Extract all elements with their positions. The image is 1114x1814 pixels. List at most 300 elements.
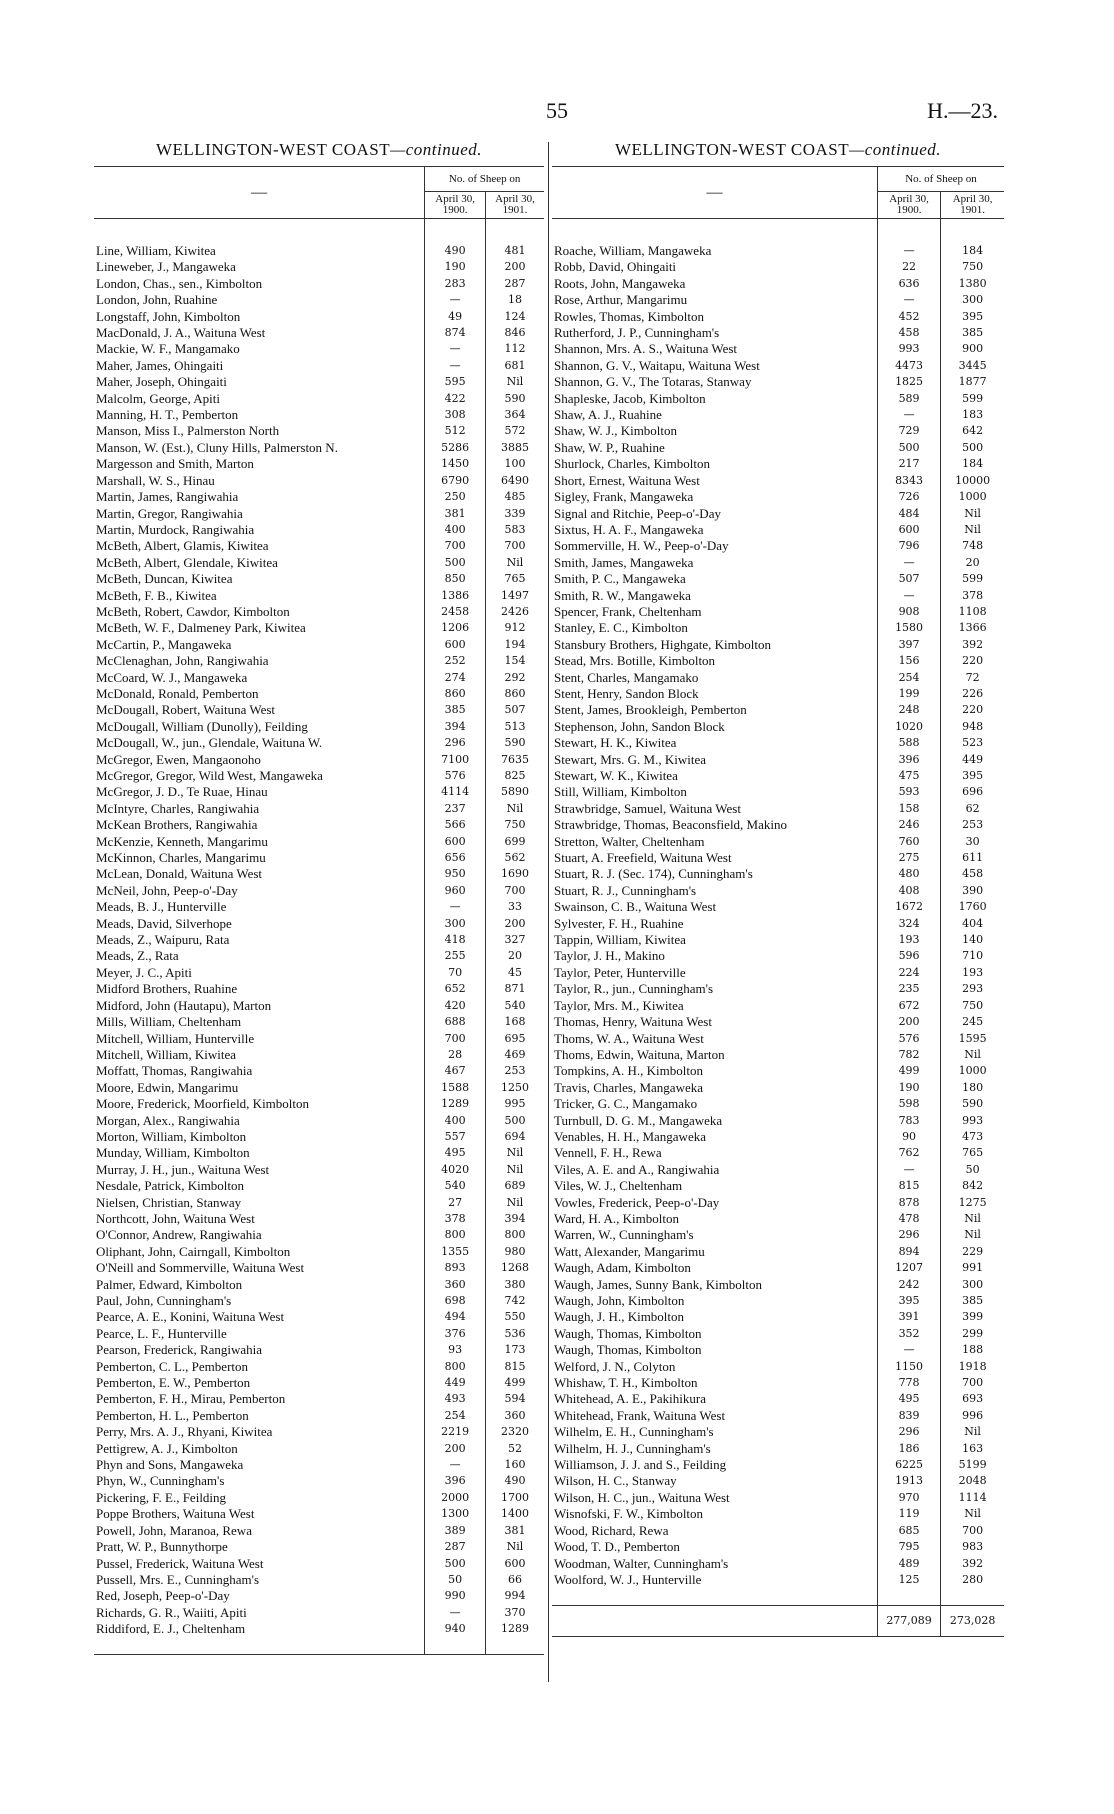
sheep-1901: 10000 [941,473,1004,489]
owner-name: Meads, Z., Rata [96,948,179,964]
sheep-1901: 469 [486,1047,545,1063]
sheep-1901: 339 [486,506,545,522]
table-row [94,1244,544,1260]
owner-name: Pickering, F. E., Feilding [96,1489,227,1505]
sheep-1900: 588 [877,735,940,751]
sheep-1900: 5286 [425,440,486,456]
sheep-1901: 253 [486,1063,545,1079]
sheep-1901: 180 [941,1080,1004,1096]
owner-name: Waugh, J. H., Kimbolton [554,1309,685,1325]
owner-name: Martin, Gregor, Rangiwahia [96,505,243,521]
sheep-1901: 748 [941,538,1004,554]
sheep-1900: 600 [877,522,940,538]
sheep-1900: 250 [425,489,486,505]
sheep-1901: 392 [941,1556,1004,1572]
owner-name: McLean, Donald, Waituna West [96,866,263,882]
sheep-1901: Nil [941,506,1004,522]
table-row [94,1309,544,1325]
table-row [552,538,1004,554]
owner-name: Oliphant, John, Cairngall, Kimbolton [96,1243,291,1259]
table-row [94,850,544,866]
sheep-1900: 782 [877,1047,940,1063]
owner-name: Still, William, Kimbolton [554,784,687,800]
owner-name: Vowles, Frederick, Peep-o'-Day [554,1194,720,1210]
table-row [552,1391,1004,1407]
owner-name: Midford, John (Hautapu), Marton [96,997,272,1013]
table-row [552,309,1004,325]
sheep-1900: 190 [425,259,486,275]
sheep-1901: 287 [486,276,545,292]
table-row [94,423,544,439]
sheep-1900: 190 [877,1080,940,1096]
table-row [94,1588,544,1604]
sheep-1900: 636 [877,276,940,292]
sheep-1900: 795 [877,1539,940,1555]
sheep-1900: 274 [425,670,486,686]
sheep-1900: 242 [877,1277,940,1293]
sheep-1901: 6490 [486,473,545,489]
right-table-body [552,219,1004,1636]
sheep-1900: 396 [425,1473,486,1489]
table-row [94,555,544,571]
sheep-1900: — [877,243,940,259]
sheep-1901: 1700 [486,1490,545,1506]
owner-name: McKinnon, Charles, Mangarimu [96,850,266,866]
sheep-1901: 1275 [941,1195,1004,1211]
owner-name: Smith, P. C., Mangaweka [554,571,686,587]
owner-name: Tricker, G. C., Mangamako [554,1096,698,1112]
table-row [94,341,544,357]
owner-name: Pratt, W. P., Bunnythorpe [96,1539,228,1555]
sheep-1901: 20 [486,948,545,964]
sheep-1901: Nil [941,1227,1004,1243]
table-row [552,916,1004,932]
table-row [94,1457,544,1473]
sheep-1901: 550 [486,1309,545,1325]
sheep-1901: 458 [941,866,1004,882]
sheep-1901: 710 [941,948,1004,964]
owner-name: Taylor, Peter, Hunterville [554,964,686,980]
table-row [552,374,1004,390]
table-row [94,1326,544,1342]
sheep-1900: 672 [877,998,940,1014]
sheep-1900: 493 [425,1391,486,1407]
sheep-1900: 960 [425,883,486,899]
sheep-1900: 1672 [877,899,940,915]
table-row [552,768,1004,784]
table-row [552,670,1004,686]
table-row [552,588,1004,604]
owner-name: Pemberton, C. L., Pemberton [96,1358,249,1374]
table-row [94,1113,544,1129]
table-row [94,1556,544,1572]
sheep-1900: 908 [877,604,940,620]
owner-name: Mackie, W. F., Mangamako [96,341,240,357]
owner-name: Malcolm, George, Apiti [96,390,220,406]
sheep-1901: 490 [486,1473,545,1489]
table-row [552,801,1004,817]
table-row [94,1424,544,1440]
owner-name: Lineweber, J., Mangaweka [96,259,236,275]
owner-name: Manson, Miss I., Palmerston North [96,423,280,439]
owner-name: Thoms, W. A., Waituna West [554,1030,704,1046]
sheep-1901: 399 [941,1309,1004,1325]
table-row [552,1227,1004,1243]
owner-name: Maher, Joseph, Ohingaiti [96,374,227,390]
table-row [552,1014,1004,1030]
owner-name: Margesson and Smith, Marton [96,456,254,472]
sheep-1901: 1289 [486,1621,545,1637]
owner-name: Thomas, Henry, Waituna West [554,1014,712,1030]
table-row [552,752,1004,768]
table-row [94,1211,544,1227]
sheep-1900: 1913 [877,1473,940,1489]
table-row [94,1031,544,1047]
sheep-1901: 500 [486,1113,545,1129]
table-row [94,1473,544,1489]
sheep-1900: — [425,292,486,308]
sheep-1901: 173 [486,1342,545,1358]
table-row [552,555,1004,571]
owner-name: Line, William, Kiwitea [96,243,216,258]
sheep-1900: 246 [877,817,940,833]
table-row [552,1129,1004,1145]
sheep-1901: 948 [941,719,1004,735]
sheep-1901: 292 [486,670,545,686]
sheep-1900: 1207 [877,1260,940,1276]
sheep-1900: 950 [425,866,486,882]
table-row [552,522,1004,538]
right-col-1901-header: April 30, 1901. [952,193,993,216]
owner-name: Roots, John, Mangaweka [554,275,686,291]
sheep-1901: 700 [941,1523,1004,1539]
owner-name: Waugh, John, Kimbolton [554,1293,685,1308]
sheep-1901: 327 [486,932,545,948]
sheep-1901: 7635 [486,752,545,768]
column-divider [548,142,549,1682]
sheep-1901: 160 [486,1457,545,1473]
owner-name: Stanley, E. C., Kimbolton [554,620,688,636]
left-table-header [94,167,544,218]
owner-name: McCoard, W. J., Mangaweka [96,669,248,685]
sheep-1901: 184 [941,456,1004,472]
sheep-1901: 140 [941,932,1004,948]
table-row [552,1244,1004,1260]
owner-name: Venables, H. H., Mangaweka [554,1128,706,1144]
owner-name: Stuart, R. J., Cunningham's [554,882,697,898]
owner-name: Stent, Henry, Sandon Block [554,685,699,701]
sheep-1901: 912 [486,620,545,636]
owner-name: Signal and Ritchie, Peep-o'-Day [554,505,721,521]
owner-name: Whitehead, Frank, Waituna West [554,1407,726,1423]
sheep-1900: 1289 [425,1096,486,1112]
sheep-1901: 513 [486,719,545,735]
owner-name: Stead, Mrs. Botille, Kimbolton [554,653,716,669]
sheep-1900: 158 [877,801,940,817]
sheep-1900: — [425,1605,486,1621]
table-row [94,456,544,472]
owner-name: Roache, William, Mangaweka [554,243,712,258]
owner-name: Morgan, Alex., Rangiwahia [96,1112,240,1128]
table-row [552,571,1004,587]
owner-name: Ward, H. A., Kimbolton [554,1210,679,1226]
owner-name: Sigley, Frank, Mangaweka [554,489,694,505]
sheep-1900: 400 [425,1113,486,1129]
owner-name: Moore, Frederick, Moorfield, Kimbolton [96,1096,310,1112]
sheep-1900: 993 [877,341,940,357]
sheep-1901: 611 [941,850,1004,866]
owner-name: Swainson, C. B., Waituna West [554,899,717,915]
left-col-group-header: No. of Sheep on [425,167,544,192]
table-row [94,1080,544,1096]
owner-name: Wilson, H. C., jun., Waituna West [554,1489,730,1505]
sheep-1901: 360 [486,1408,545,1424]
left-bottom-rule [94,1654,544,1655]
sheep-1901: 694 [486,1129,545,1145]
owner-name: Mitchell, William, Hunterville [96,1030,255,1046]
sheep-1901: 1000 [941,1063,1004,1079]
sheep-1901: 1108 [941,604,1004,620]
table-row [552,325,1004,341]
sheep-1900: 1206 [425,620,486,636]
table-row [552,1424,1004,1440]
table-row [94,834,544,850]
sheep-1900: 494 [425,1309,486,1325]
sheep-1900: 600 [425,637,486,653]
table-row [552,243,1004,259]
owner-name: Midford Brothers, Ruahine [96,981,238,997]
left-column [94,140,544,1655]
owner-name: Sixtus, H. A. F., Mangaweka [554,521,704,537]
sheep-1900: 287 [425,1539,486,1555]
left-name-header: — [94,167,425,218]
sheep-1900: 376 [425,1326,486,1342]
owner-name: Shaw, W. P., Ruahine [554,439,665,455]
sheep-1900: 449 [425,1375,486,1391]
table-row [94,883,544,899]
sheep-1901: 184 [941,243,1004,259]
sheep-1901: 229 [941,1244,1004,1260]
sheep-1901: 700 [941,1375,1004,1391]
sheep-1901: 2426 [486,604,545,620]
owner-name: Wilhelm, E. H., Cunningham's [554,1424,714,1440]
right-column [552,140,1004,1637]
table-row [552,259,1004,275]
sheep-1901: 300 [941,292,1004,308]
table-row [94,358,544,374]
owner-name: Manning, H. T., Pemberton [96,407,239,423]
sheep-1901: 1760 [941,899,1004,915]
table-row [94,719,544,735]
table-row [552,850,1004,866]
owner-name: Martin, Murdock, Rangiwahia [96,521,255,537]
sheep-1901: Nil [486,555,545,571]
owner-name: Rowles, Thomas, Kimbolton [554,308,704,324]
sheep-1901: 364 [486,407,545,423]
sheep-1901: 390 [941,883,1004,899]
table-row [552,883,1004,899]
table-row [552,1145,1004,1161]
table-row [552,423,1004,439]
sheep-1901: 1918 [941,1359,1004,1375]
sheep-1901: 846 [486,325,545,341]
sheep-1901: 583 [486,522,545,538]
table-row [552,1031,1004,1047]
table-row [94,981,544,997]
sheep-1900: 156 [877,653,940,669]
sheep-1900: 385 [425,702,486,718]
table-row [552,981,1004,997]
sheep-1900: 698 [425,1293,486,1309]
table-row [94,1178,544,1194]
table-row [94,292,544,308]
table-row [552,1441,1004,1457]
table-row [94,998,544,1014]
sheep-1900: 395 [877,1293,940,1309]
sheep-1901: 1497 [486,588,545,604]
sheep-1900: 296 [877,1227,940,1243]
sheep-1900: 296 [877,1424,940,1440]
owner-name: Stewart, Mrs. G. M., Kiwitea [554,751,707,767]
sheep-1901: 1690 [486,866,545,882]
table-row [94,899,544,915]
sheep-1900: 300 [425,916,486,932]
sheep-1900: 800 [425,1359,486,1375]
sheep-1901: 700 [486,883,545,899]
table-row [552,1260,1004,1276]
sheep-1901: 378 [941,588,1004,604]
table-row [94,1506,544,1522]
sheep-1900: 1020 [877,719,940,735]
sheep-1901: 33 [486,899,545,915]
sheep-1900: 475 [877,768,940,784]
owner-name: Meads, David, Silverhope [96,915,232,931]
owner-name: Phyn and Sons, Mangaweka [96,1457,244,1473]
sheep-1900: 255 [425,948,486,964]
sheep-1901: 500 [941,440,1004,456]
sheep-1900: 394 [425,719,486,735]
sheep-1901: 30 [941,834,1004,850]
sheep-1900: 800 [425,1227,486,1243]
sheep-1901: Nil [486,1145,545,1161]
owner-name: Watt, Alexander, Mangarimu [554,1243,705,1259]
sheep-1901: 1268 [486,1260,545,1276]
sheep-1900: 199 [877,686,940,702]
owner-name: Shaw, A. J., Ruahine [554,407,662,423]
sheep-1901: 1250 [486,1080,545,1096]
owner-name: Taylor, J. H., Makino [554,948,665,964]
table-row [94,948,544,964]
table-row [94,768,544,784]
right-title-main: WELLINGTON-WEST COAST [614,140,850,159]
table-row [94,325,544,341]
table-row [552,1539,1004,1555]
table-row [94,620,544,636]
table-row [552,637,1004,653]
sheep-1901: 280 [941,1572,1004,1588]
sheep-1901: 188 [941,1342,1004,1358]
table-row [552,1326,1004,1342]
table-row [94,1162,544,1178]
sheep-1901: 991 [941,1260,1004,1276]
table-row [94,391,544,407]
table-row [552,686,1004,702]
sheep-1901: 3445 [941,358,1004,374]
sheep-1901: Nil [486,1162,545,1178]
sheep-1900: 235 [877,981,940,997]
sheep-1900: 418 [425,932,486,948]
table-row [552,719,1004,735]
sheep-1900: — [877,407,940,423]
sheep-1901: 750 [941,998,1004,1014]
sheep-1901: 499 [486,1375,545,1391]
left-table-body [94,219,544,1654]
sheep-1901: Nil [941,522,1004,538]
table-row [552,1506,1004,1522]
owner-name: McKenzie, Kenneth, Mangarimu [96,833,268,849]
table-row [94,506,544,522]
sheep-1901: 689 [486,1178,545,1194]
sheep-1900: 700 [425,1031,486,1047]
owner-name: Richards, G. R., Waiiti, Apiti [96,1604,247,1620]
sheep-1900: 193 [877,932,940,948]
sheep-1900: 1450 [425,456,486,472]
sheep-1900: 499 [877,1063,940,1079]
owner-name: Stuart, A. Freefield, Waituna West [554,850,732,866]
sheep-1900: 729 [877,423,940,439]
sheep-1900: 4114 [425,784,486,800]
owner-name: Smith, James, Mangaweka [554,554,694,570]
sheep-1901: 1877 [941,374,1004,390]
owner-name: McBeth, Albert, Glamis, Kiwitea [96,538,269,554]
table-row [552,620,1004,636]
owner-name: Martin, James, Rangiwahia [96,489,239,505]
owner-name: McKean Brothers, Rangiwahia [96,817,258,833]
sheep-1901: 112 [486,341,545,357]
sheep-1901: Nil [486,1195,545,1211]
sheep-1900: — [425,341,486,357]
sheep-1901: 750 [941,259,1004,275]
table-row [94,1227,544,1243]
table-row [94,1408,544,1424]
sheep-1900: 762 [877,1145,940,1161]
sheep-1900: 595 [425,374,486,390]
sheep-1900: 566 [425,817,486,833]
owner-name: Strawbridge, Thomas, Beaconsfield, Makino [554,817,787,833]
sheep-1901: 995 [486,1096,545,1112]
owner-name: Pettigrew, A. J., Kimbolton [96,1440,238,1456]
sheep-1900: 275 [877,850,940,866]
table-row [552,1375,1004,1391]
sheep-1900: 685 [877,1523,940,1539]
sheep-1901: 473 [941,1129,1004,1145]
sheep-1900: 408 [877,883,940,899]
table-row [94,473,544,489]
owner-name: Stansbury Brothers, Highgate, Kimbolton [554,636,772,652]
sheep-1901: 370 [486,1605,545,1621]
sheep-1901: 695 [486,1031,545,1047]
table-row [94,1129,544,1145]
table-row [94,309,544,325]
owner-name: Travis, Charles, Mangaweka [554,1079,703,1095]
sheep-1900: 70 [425,965,486,981]
page-number: 55 [546,98,568,123]
sheep-1900: 512 [425,423,486,439]
table-row [94,801,544,817]
table-row [552,1113,1004,1129]
sheep-1900: 893 [425,1260,486,1276]
sheep-1900: 484 [877,506,940,522]
